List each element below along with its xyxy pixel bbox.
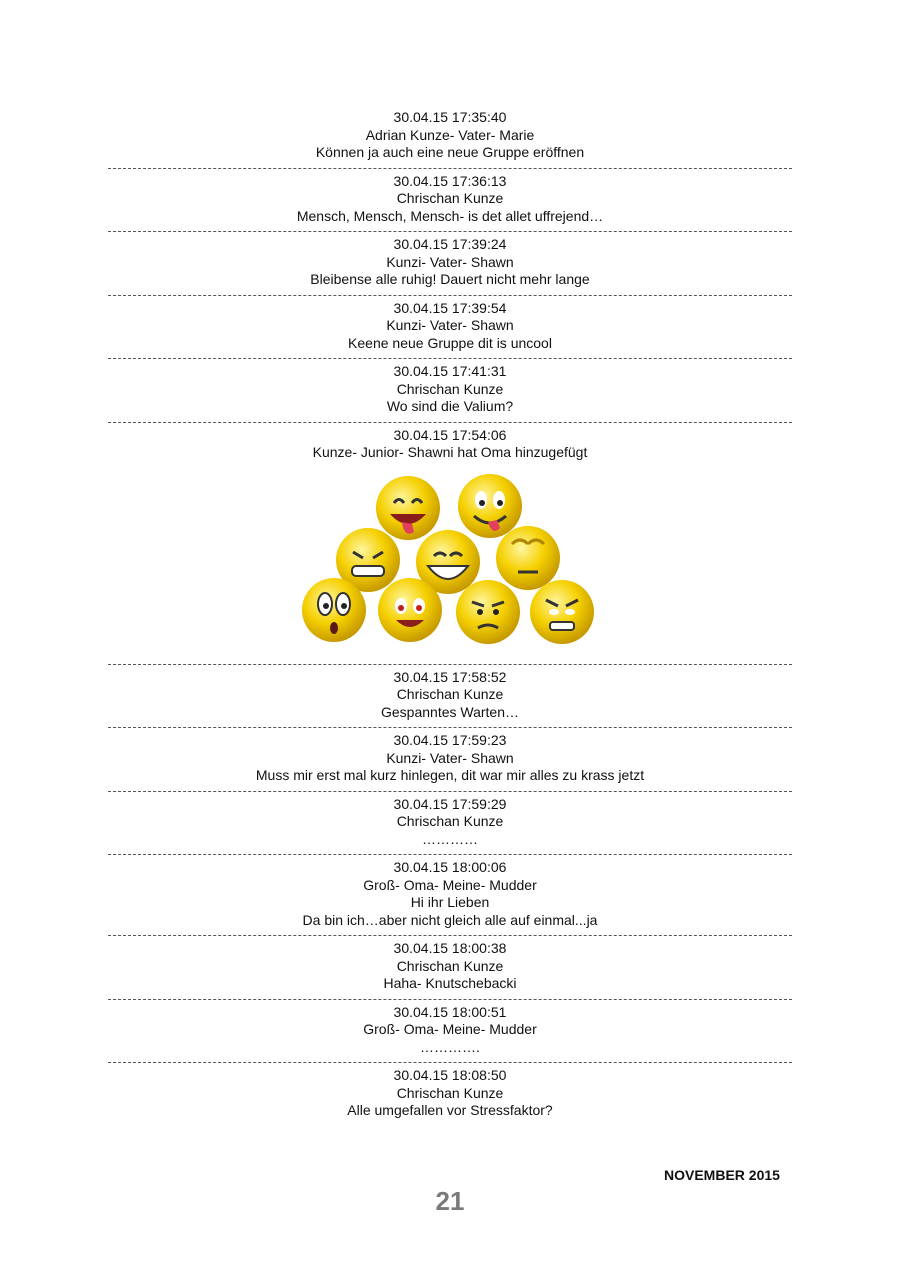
chat-message	[108, 792, 792, 855]
page-number: 21	[435, 1186, 465, 1216]
emoji-pyramid-icon	[300, 470, 600, 655]
message-timestamp: 30.04.15 17:35:40	[393, 109, 507, 125]
message-author: Chrischan Kunze	[396, 190, 504, 206]
message-author: Chrischan Kunze	[396, 1084, 504, 1101]
message-timestamp: 30.04.15 17:36:13	[393, 172, 507, 189]
message-text: Alle umgefallen vor Stressfaktor?	[347, 1102, 553, 1118]
footer-date: NOVEMBER 2015	[664, 1167, 780, 1183]
message-text: Bleibense alle ruhig! Dauert nicht mehr lange	[310, 271, 590, 287]
message-timestamp: 30.04.15 18:00:38	[393, 940, 507, 956]
message-author: Groß- Oma- Meine- Mudder	[363, 876, 537, 893]
message-timestamp: 30.04.15 17:58:52	[393, 668, 507, 685]
chat-message	[108, 296, 792, 359]
message-text: Wo sind die Valium?	[386, 398, 514, 414]
message-timestamp: 30.04.15 17:39:24	[393, 236, 507, 252]
message-text: Muss mir erst mal kurz hinlegen, dit war mir alles zu krass jetzt	[255, 767, 645, 783]
message-timestamp: 30.04.15 17:54:06	[393, 426, 507, 443]
chat-log	[108, 105, 792, 1126]
chat-message	[108, 169, 792, 232]
message-author: Groß- Oma- Meine- Mudder	[363, 1021, 537, 1037]
message-timestamp: 30.04.15 17:59:29	[393, 795, 507, 812]
message-text: Da bin ich…aber nicht gleich alle auf einmal...ja	[302, 911, 598, 928]
chat-message	[108, 423, 792, 664]
message-text: Können ja auch eine neue Gruppe eröffnen	[315, 144, 585, 160]
chat-message	[108, 105, 792, 168]
message-text: …………	[422, 830, 478, 847]
message-author: Kunzi- Vater- Shawn	[386, 317, 514, 333]
message-timestamp: 30.04.15 17:59:23	[393, 732, 507, 748]
message-text: Keene neue Gruppe dit is uncool	[348, 334, 552, 351]
chat-message	[108, 728, 792, 791]
emoji-image	[108, 462, 792, 658]
message-text: Gespanntes Warten…	[381, 703, 519, 720]
message-timestamp: 30.04.15 18:00:06	[393, 859, 507, 875]
message-author: Chrischan Kunze	[396, 957, 504, 974]
message-timestamp: 30.04.15 17:39:54	[393, 299, 507, 316]
chat-message	[108, 936, 792, 999]
chat-message	[108, 1000, 792, 1063]
message-timestamp: 30.04.15 18:00:51	[393, 1003, 507, 1020]
message-author: Kunze- Junior- Shawni hat Oma hinzugefügt	[312, 444, 588, 460]
message-text: ………….	[420, 1038, 480, 1055]
chat-message	[108, 359, 792, 422]
chat-message	[108, 232, 792, 295]
message-author: Chrischan Kunze	[396, 380, 504, 397]
chat-message	[108, 665, 792, 728]
message-author: Kunzi- Vater- Shawn	[386, 749, 514, 766]
message-author: Adrian Kunze- Vater- Marie	[365, 126, 535, 143]
chat-message	[108, 1063, 792, 1126]
message-timestamp: 30.04.15 17:41:31	[393, 363, 507, 379]
message-author: Kunzi- Vater- Shawn	[386, 253, 514, 270]
message-author: Chrischan Kunze	[396, 686, 504, 702]
chat-message	[108, 855, 792, 935]
message-author: Chrischan Kunze	[396, 813, 504, 829]
message-text: Mensch, Mensch, Mensch- is det allet uffrejend…	[296, 207, 604, 224]
message-text: Haha- Knutschebacki	[383, 975, 517, 991]
message-text: Hi ihr Lieben	[410, 894, 490, 910]
message-timestamp: 30.04.15 18:08:50	[393, 1067, 507, 1083]
